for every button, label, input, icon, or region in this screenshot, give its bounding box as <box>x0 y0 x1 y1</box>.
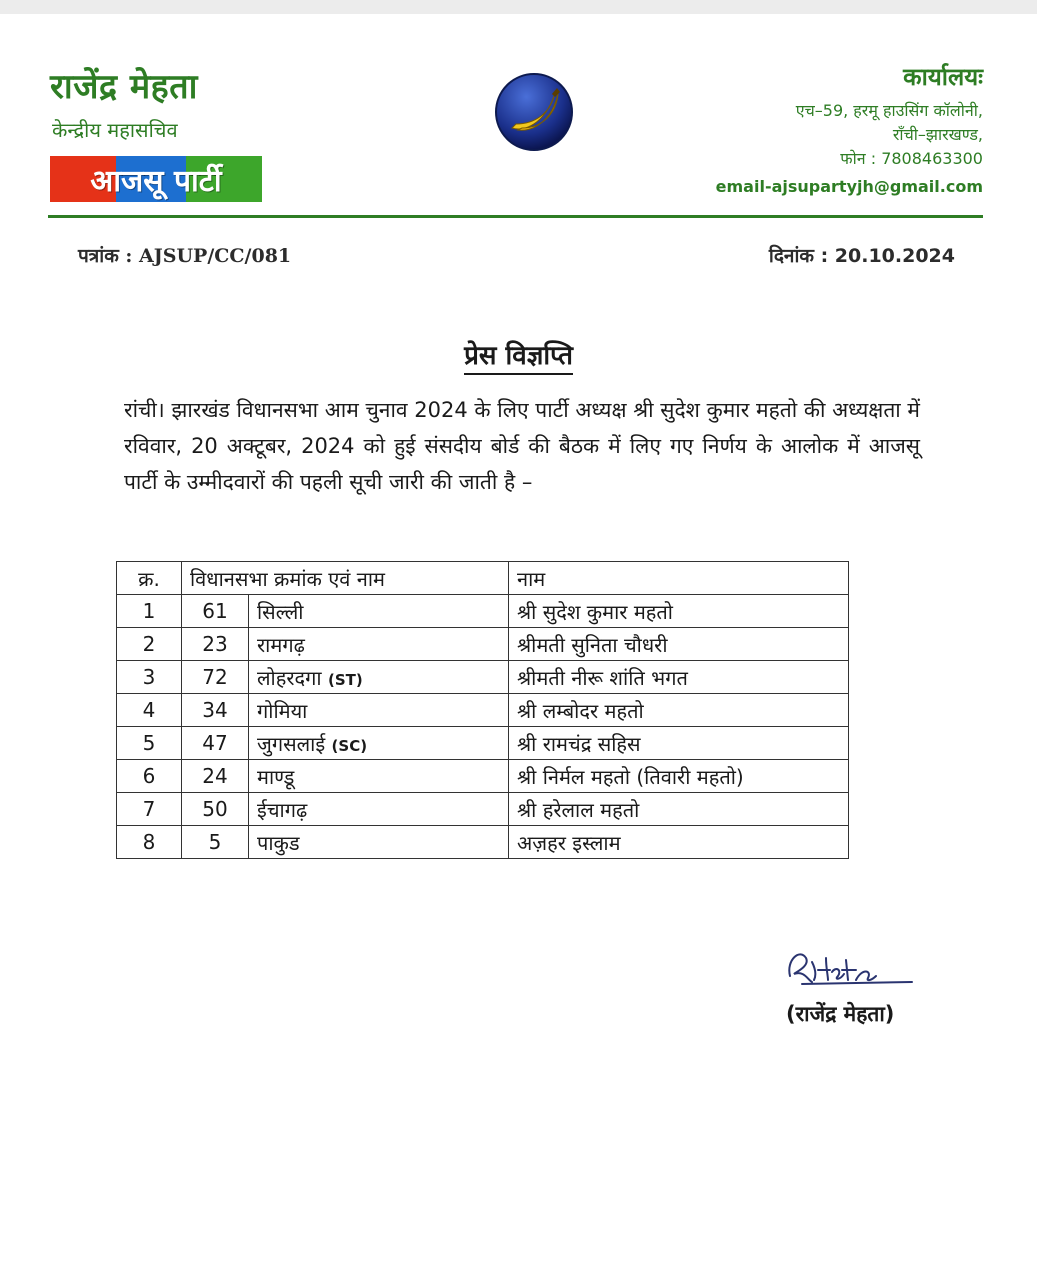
serial-cell <box>117 694 182 727</box>
column-header-constituency: विधानसभा क्रमांक एवं नाम <box>182 562 509 595</box>
constituency-name-cell <box>249 661 509 694</box>
serial-cell-text: 3 <box>142 665 156 689</box>
constituency-number-cell <box>182 628 249 661</box>
constituency-number-cell-text: 34 <box>202 698 228 722</box>
constituency-number-cell-text: 61 <box>202 599 228 623</box>
serial-cell <box>117 793 182 826</box>
candidate-name-cell-text: अज़हर इस्लाम <box>517 830 621 855</box>
candidate-name-cell-text: श्री निर्मल महतो (तिवारी महतो) <box>517 764 744 789</box>
office-address <box>716 60 983 196</box>
candidate-name-cell <box>509 661 849 694</box>
constituency-name-cell <box>249 760 509 793</box>
constituency-number-cell-text: 23 <box>202 632 228 656</box>
constituency-name-cell-text: गोमिया <box>257 698 308 723</box>
candidate-name-cell-text: श्री रामचंद्र सहिस <box>517 731 641 756</box>
serial-cell-text: 6 <box>142 764 156 788</box>
constituency-number-cell-text: 5 <box>208 830 222 854</box>
serial-cell-text: 4 <box>142 698 156 722</box>
constituency-number-cell <box>182 826 249 859</box>
candidate-name-cell <box>509 727 849 760</box>
constituency-number-cell-text: 24 <box>202 764 228 788</box>
serial-cell <box>117 595 182 628</box>
column-header-name: नाम <box>509 562 849 595</box>
serial-cell-text: 7 <box>142 797 156 821</box>
office-label: कार्यालयः <box>903 63 983 91</box>
constituency-number-cell <box>182 760 249 793</box>
candidate-name-cell <box>509 793 849 826</box>
serial-cell-text: 5 <box>142 731 156 755</box>
constituency-number-cell <box>182 595 249 628</box>
constituency-number-cell-text: 50 <box>202 797 228 821</box>
serial-cell <box>117 826 182 859</box>
press-release-heading <box>0 336 1037 372</box>
constituency-name-cell-text: पाकुड <box>257 830 300 855</box>
serial-cell-text: 8 <box>142 830 156 854</box>
letter-date: दिनांक : 20.10.2024 <box>768 245 955 267</box>
constituency-name-cell <box>249 727 509 760</box>
table-row <box>117 727 849 760</box>
serial-cell-text: 1 <box>142 599 156 623</box>
office-address-line: एच–59, हरमू हाउसिंग कॉलोनी, <box>795 101 983 120</box>
reservation-tag: (SC) <box>331 736 368 755</box>
candidate-name-cell-text: श्री सुदेश कुमार महतो <box>517 599 673 624</box>
constituency-name-cell-text: रामगढ़ <box>257 632 305 657</box>
constituency-number-cell <box>182 694 249 727</box>
party-banner-text: आजसू पार्टी <box>90 163 222 199</box>
constituency-number-cell-text: 47 <box>202 731 228 755</box>
signature <box>782 940 922 990</box>
table-row <box>117 628 849 661</box>
reference-number: पत्रांक : AJSUP/CC/081 <box>78 245 292 267</box>
candidate-name-cell-text: श्री हरेलाल महतो <box>517 797 640 822</box>
reservation-tag: (ST) <box>327 670 363 689</box>
office-address-line: राँची–झारखण्ड, <box>892 125 983 144</box>
candidate-name-cell-text: श्रीमती नीरू शांति भगत <box>517 665 688 690</box>
serial-cell-text: 2 <box>142 632 156 656</box>
candidate-name-cell-text: श्री लम्बोदर महतो <box>517 698 644 723</box>
table-row <box>117 595 849 628</box>
sender-designation: केन्द्रीय महासचिव <box>52 118 178 142</box>
table-row <box>117 793 849 826</box>
constituency-name-cell <box>249 793 509 826</box>
column-header-serial: क्र. <box>117 562 182 595</box>
office-email: email-ajsupartyjh@gmail.com <box>715 177 983 196</box>
table-row <box>117 760 849 793</box>
constituency-name-cell-text: जुगसलाई <box>257 731 326 756</box>
constituency-name-cell <box>249 595 509 628</box>
top-bar <box>0 0 1037 14</box>
press-release-body: रांची। झारखंड विधानसभा आम चुनाव 2024 के लिए पार्टी अध्यक्ष श्री सुदेश कुमार महतो की अध्यक्षता में रविवार, 20 अक्टूबर, 2024 को हुई संसदीय बोर्ड की बैठक में लिए गए निर्णय के आलोक में आजसू पार्टी के उम्मीदवारों की पहली सूची जारी की जाती है – <box>124 398 920 494</box>
candidate-name-cell <box>509 826 849 859</box>
constituency-number-cell-text: 72 <box>202 665 228 689</box>
heading-text: प्रेस विज्ञप्ति <box>464 341 573 375</box>
constituency-name-cell <box>249 826 509 859</box>
serial-cell <box>117 727 182 760</box>
candidate-name-cell <box>509 694 849 727</box>
table-header-row <box>117 562 849 595</box>
signer-name: (राजेंद्र मेहता) <box>786 1002 895 1026</box>
serial-cell <box>117 661 182 694</box>
constituency-name-cell-text: सिल्ली <box>257 599 304 624</box>
table-row <box>117 826 849 859</box>
table-row <box>117 661 849 694</box>
constituency-name-cell-text: ईचागढ़ <box>257 797 308 822</box>
serial-cell <box>117 628 182 661</box>
banana-party-symbol-icon <box>494 72 574 152</box>
header-divider <box>48 215 983 218</box>
constituency-name-cell <box>249 628 509 661</box>
candidate-table <box>116 561 849 859</box>
office-phone: फोन : 7808463300 <box>840 149 983 168</box>
constituency-name-cell-text: लोहरदगा <box>257 665 322 690</box>
candidate-name-cell-text: श्रीमती सुनिता चौधरी <box>517 632 668 657</box>
constituency-name-cell <box>249 694 509 727</box>
constituency-number-cell <box>182 793 249 826</box>
party-banner <box>50 156 262 202</box>
candidate-name-cell <box>509 760 849 793</box>
serial-cell <box>117 760 182 793</box>
constituency-number-cell <box>182 727 249 760</box>
table-row <box>117 694 849 727</box>
sender-name: राजेंद्र मेहता <box>50 67 198 107</box>
constituency-number-cell <box>182 661 249 694</box>
candidate-name-cell <box>509 595 849 628</box>
constituency-name-cell-text: माण्डू <box>257 764 295 789</box>
candidate-name-cell <box>509 628 849 661</box>
